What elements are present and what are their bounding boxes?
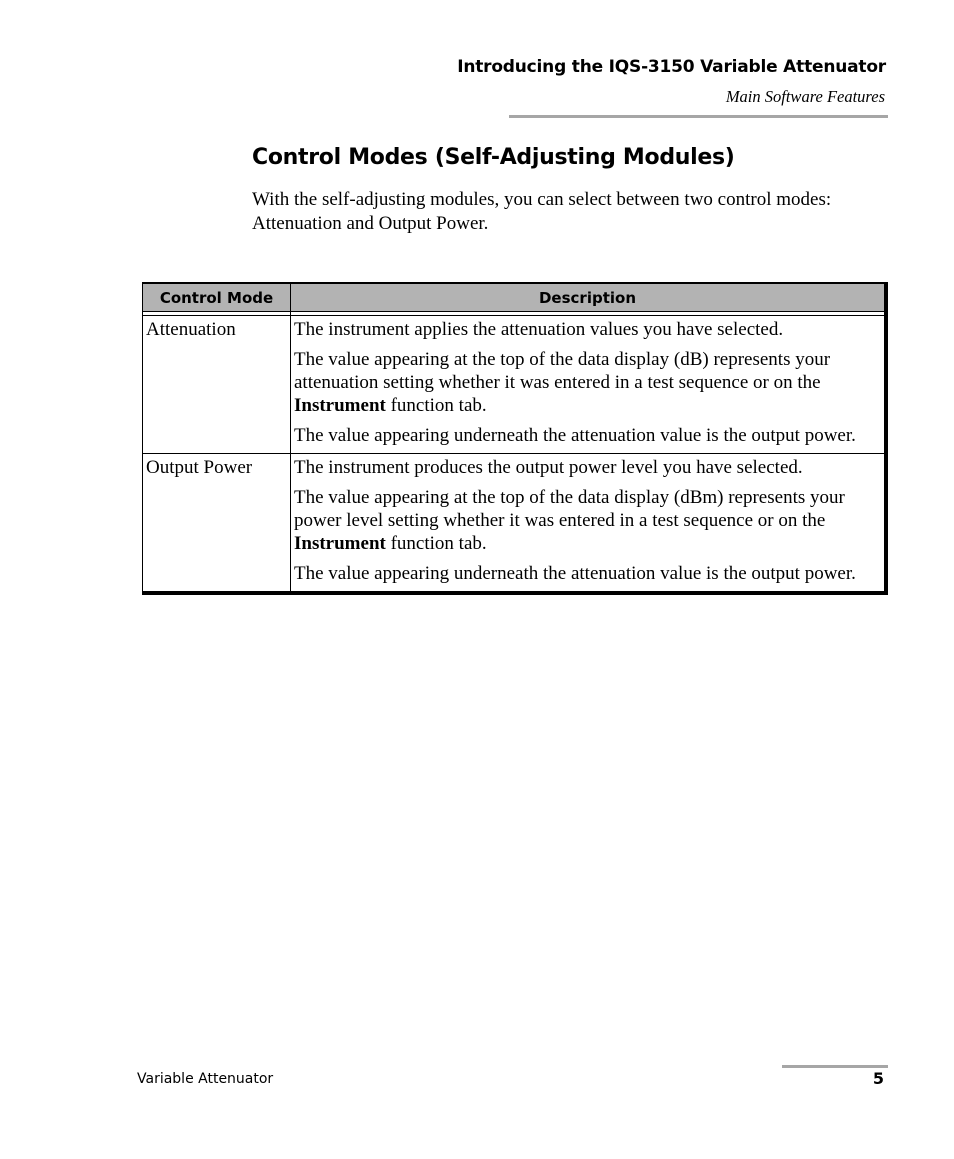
- description-paragraph: The value appearing underneath the attenuation value is the output power.: [294, 563, 856, 584]
- instrument-term: Instrument: [294, 395, 386, 416]
- mode-cell: Output Power: [143, 454, 291, 594]
- description-paragraph: The instrument applies the attenuation values you have selected.: [294, 319, 784, 340]
- column-header-description: Description: [291, 283, 887, 312]
- table-header-row: [143, 283, 887, 312]
- description-paragraph: The value appearing at the top of the data display (dB) represents your attenuation setting whether it was entered in a test sequence or on the Instrument function tab.: [294, 349, 831, 416]
- section-title: Control Modes (Self-Adjusting Modules): [252, 145, 735, 170]
- mode-cell: Attenuation: [143, 316, 291, 454]
- page-number: 5: [872, 1069, 884, 1088]
- running-header-subtitle: Main Software Features: [725, 87, 885, 106]
- intro-paragraph: With the self-adjusting modules, you can select between two control modes: Attenuation and Output Power.: [252, 189, 832, 234]
- description-cell: [291, 316, 887, 454]
- description-paragraph: The instrument produces the output power level you have selected.: [294, 457, 803, 478]
- footer-document-name: Variable Attenuator: [137, 1071, 274, 1087]
- description-paragraph: The value appearing underneath the attenuation value is the output power.: [294, 425, 856, 446]
- table-row: [143, 454, 887, 594]
- table-row: [143, 316, 887, 454]
- instrument-term: Instrument: [294, 533, 386, 554]
- description-paragraph: The value appearing at the top of the data display (dBm) represents your power level setting whether it was entered in a test sequence or on the Instrument function tab.: [294, 487, 845, 554]
- footer-rule: [782, 1065, 888, 1068]
- header-rule: [509, 115, 888, 118]
- running-header-title: Introducing the IQS-3150 Variable Attenuator: [457, 57, 886, 77]
- column-header-control-mode: Control Mode: [143, 283, 291, 312]
- control-modes-table: [142, 282, 888, 595]
- description-cell: [291, 454, 887, 594]
